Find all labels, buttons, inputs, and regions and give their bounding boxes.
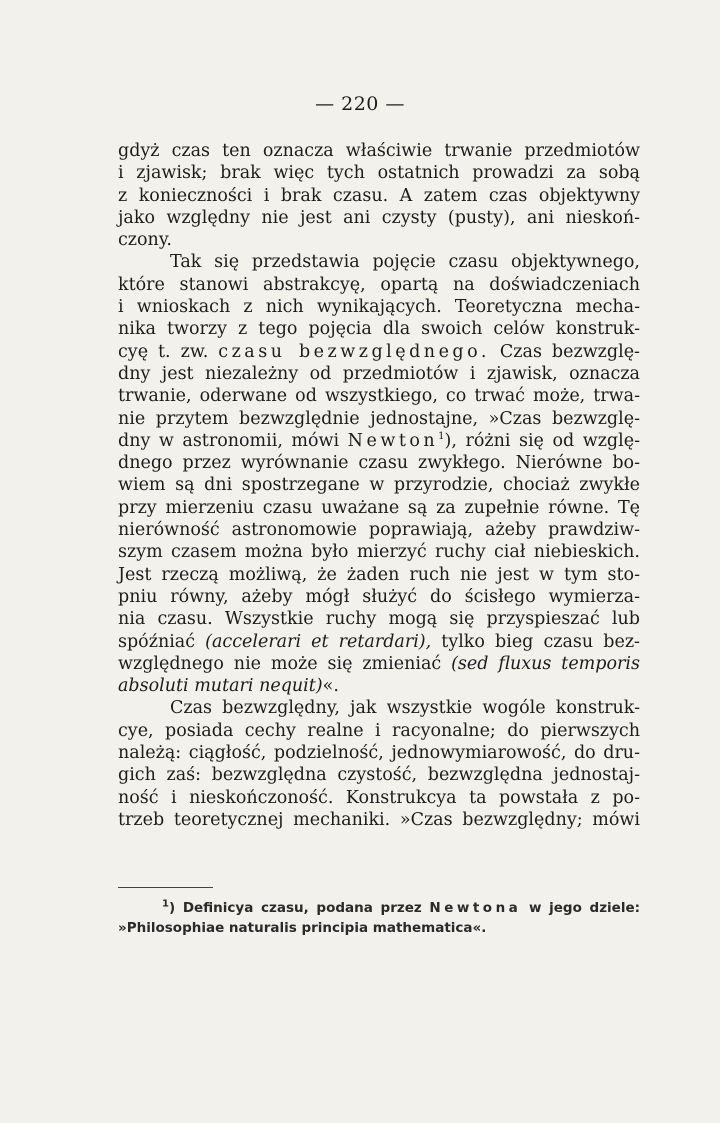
latin-phrase: absoluti mutari nequit) — [118, 676, 323, 697]
text-line: dny jest niezależny od przedmiotów i zjawisk, oznacza — [118, 363, 640, 384]
page-number: — 220 — — [315, 93, 405, 115]
text-line: Czas bezwzględny, jak wszystkie wogóle konstruk- — [170, 698, 640, 719]
footnote-ref: 1 — [438, 431, 445, 443]
text-line: pniu równy, ażeby mógł służyć do ścisłego wymierza- — [118, 586, 640, 607]
text-line: jako względny nie jest ani czysty (pusty), ani nieskoń- — [118, 207, 640, 228]
text-line: Tak się przedstawia pojęcie czasu objektywnego, — [170, 252, 640, 273]
text-line: i zjawisk; brak więc tych ostatnich prowadzi za sobą — [118, 163, 640, 184]
text-line: nia czasu. Wszystkie ruchy mogą się przyspieszać lub — [118, 609, 640, 630]
footnote-line — [118, 898, 640, 918]
text-line — [118, 631, 640, 653]
text-segment: w jego dziele: — [528, 900, 641, 916]
text-line — [118, 341, 640, 363]
text-line — [118, 675, 640, 697]
text-line: trzeb teoretycznej mechaniki. »Czas bezwzględny; mówi — [118, 809, 640, 830]
text-line: które stanowi abstrakcyę, opartą na doświadczeniach — [118, 274, 640, 295]
text-line: cye, posiada cechy realne i racyonalne; do pierwszych — [118, 720, 640, 741]
latin-phrase: (sed fluxus temporis — [451, 653, 640, 674]
text-segment: «. — [322, 676, 339, 697]
text-line: i wnioskach z nich wynikających. Teoretyczna mecha- — [118, 297, 640, 318]
spaced-name: Newton — [347, 430, 439, 451]
text-line: przy mierzeniu czasu uważane są za zupełnie równe. Tę — [118, 497, 640, 518]
text-line: ność i nieskończoność. Konstrukcya ta powstała z po- — [118, 787, 640, 808]
text-segment: względnego nie może się zmieniać — [118, 653, 442, 674]
text-segment: dny w astronomii, mówi — [118, 430, 340, 451]
text-line: szym czasem można było mierzyć ruchy ciał niebieskich. — [118, 542, 640, 563]
footnote-marker: 1 — [162, 898, 169, 910]
text-line: trwanie, oderwane od wszystkiego, co trwać może, trwa- — [118, 386, 640, 407]
text-line: nie przytem bezwzględnie jednostajne, »Czas bezwzglę- — [118, 408, 640, 429]
main-text — [118, 140, 640, 831]
text-segment: tylko bieg czasu bez- — [441, 631, 640, 652]
text-segment: ), różni się od wzglę- — [444, 430, 640, 451]
text-line: z konieczności i brak czasu. A zatem czas objektywny — [118, 185, 640, 206]
footnote — [118, 898, 640, 938]
text-line: nierówność astronomowie poprawiają, ażeby prawdziw- — [118, 520, 640, 541]
text-segment: Czas bezwzglę- — [499, 341, 640, 362]
text-line: czony. — [118, 230, 172, 251]
footnote-divider — [118, 887, 213, 888]
spaced-term: czasu bezwzględnego. — [218, 341, 490, 362]
text-line: dnego przez wyrównanie czasu zwykłego. Nierówne bo- — [118, 453, 640, 474]
footnote-line: »Philosophiae naturalis principia mathematica«. — [118, 920, 487, 936]
text-line: gdyż czas ten oznacza właściwie trwanie przedmiotów — [118, 141, 640, 161]
text-segment: spóźniać — [118, 631, 196, 652]
text-line: Jest rzeczą możliwą, że żaden ruch nie jest w tym sto- — [118, 564, 640, 585]
text-line: należą: ciągłość, podzielność, jednowymiarowość, do dru- — [118, 743, 640, 764]
spaced-name: Newtona — [429, 900, 522, 916]
text-segment: cyę t. zw. — [118, 341, 209, 362]
text-line — [118, 653, 640, 675]
text-line: nika tworzy z tego pojęcia dla swoich celów konstruk- — [118, 319, 640, 340]
text-line: gich zaś: bezwzględna czystość, bezwzględna jednostaj- — [118, 765, 640, 786]
text-line — [118, 430, 640, 452]
latin-phrase: (accelerari et retardari), — [205, 631, 432, 652]
text-line: wiem są dni spostrzegane w przyrodzie, chociaż zwykłe — [118, 475, 640, 496]
text-segment: ) Definicya czasu, podana przez — [168, 900, 422, 916]
